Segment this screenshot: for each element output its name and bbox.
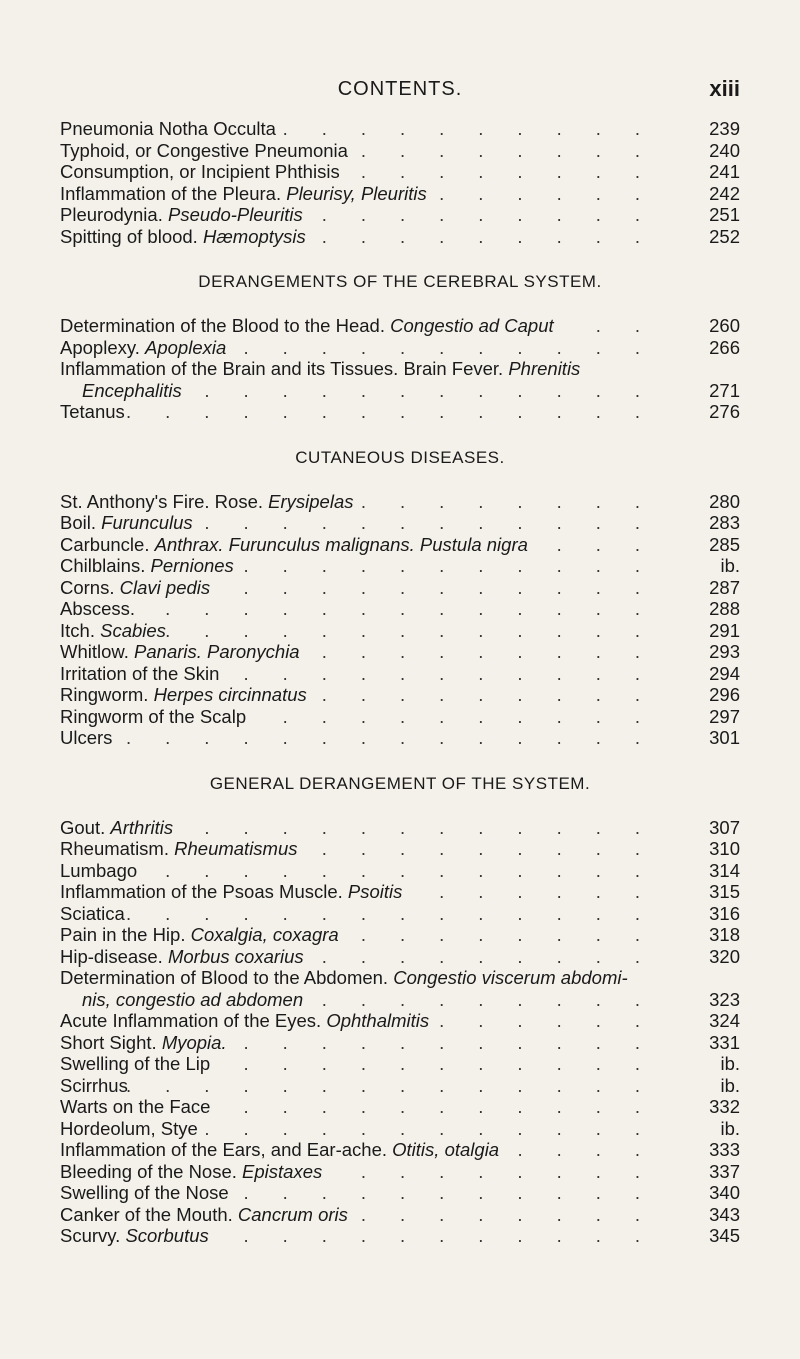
- leader-dots: ..............: [126, 727, 674, 748]
- toc-entry: [60, 140, 740, 162]
- entry-latin-name: Rheumatismus: [174, 838, 298, 859]
- entry-title: [60, 967, 628, 988]
- toc-entry: [60, 684, 740, 706]
- section-heading: GENERAL DERANGEMENT OF THE SYSTEM.: [209, 773, 591, 793]
- leader-dots: ......: [439, 1010, 674, 1031]
- entry-page-number: 242: [709, 182, 740, 204]
- entry-page-number: 241: [709, 161, 740, 182]
- entry-title: [60, 118, 276, 139]
- leader-dots: ............: [204, 816, 674, 838]
- entry-page-number: 288: [709, 598, 740, 619]
- entry-page-number: 276: [709, 401, 740, 422]
- entry-text: Inflammation of the Psoas Muscle.: [60, 881, 343, 902]
- entry-latin-name: Herpes circinnatus: [153, 684, 307, 705]
- toc-entry: [60, 491, 740, 513]
- entry-title: [60, 204, 303, 225]
- leader-dots: ...........: [243, 1053, 674, 1074]
- section-heading: CUTANEOUS DISEASES.: [295, 447, 505, 467]
- entry-text: Scurvy.: [60, 1225, 121, 1246]
- leader-dots: ..........: [282, 118, 674, 139]
- entry-title: [60, 1161, 322, 1182]
- entry-text: Pain in the Hip.: [60, 924, 186, 945]
- toc-entry: [60, 1118, 740, 1140]
- toc-entry: [60, 1182, 740, 1204]
- leader-dots: .........: [321, 204, 674, 225]
- toc-entry: [60, 1139, 740, 1161]
- entry-title: [60, 860, 137, 881]
- entry-text: Inflammation of the Brain and its Tissues. Brain Fever.: [60, 358, 504, 379]
- entry-page-number: 331: [709, 1031, 740, 1053]
- entry-text: Pleurodynia.: [60, 204, 163, 225]
- entry-text: Bleeding of the Nose.: [60, 1160, 237, 1182]
- entry-text: Itch.: [60, 619, 95, 641]
- entry-latin-name: Morbus coxarius: [167, 945, 304, 967]
- toc-entry: [60, 315, 740, 337]
- entry-title: [60, 946, 304, 967]
- toc-entry: [60, 1032, 740, 1054]
- entry-title: [60, 1118, 198, 1139]
- leader-dots: ........: [360, 490, 674, 512]
- leader-dots: .........: [321, 988, 674, 1010]
- toc-entry: [60, 1204, 740, 1226]
- entry-page-number: ib.: [720, 1117, 740, 1139]
- entry-latin-name: Phrenitis: [508, 358, 581, 379]
- entry-page-number: 271: [709, 379, 740, 401]
- entry-title: [60, 838, 298, 859]
- entry-title: [60, 183, 427, 204]
- entry-title: [60, 881, 402, 902]
- entry-latin-name: Erysipelas: [268, 490, 354, 512]
- entry-title: [60, 903, 125, 924]
- toc-section: [60, 447, 740, 749]
- leader-dots: .........: [321, 838, 674, 859]
- leader-dots: ..: [595, 315, 674, 336]
- leader-dots: ...........: [243, 1096, 674, 1117]
- entry-page-number: 297: [709, 705, 740, 727]
- entry-text: Acute Inflammation of the Eyes.: [60, 1010, 322, 1031]
- entry-page-number: 285: [709, 533, 740, 555]
- toc-entry: [60, 1075, 740, 1097]
- entry-page-number: 318: [709, 924, 740, 945]
- entry-page-number: 296: [709, 684, 740, 705]
- entry-latin-name: Myopia.: [161, 1031, 227, 1053]
- entry-title: [82, 380, 182, 401]
- leader-dots: ........: [360, 161, 674, 182]
- entry-page-number: 301: [709, 727, 740, 748]
- entry-text: Sciatica: [60, 902, 125, 924]
- entry-title: [60, 401, 125, 422]
- entry-text: Ulcers: [60, 727, 113, 748]
- entry-text: Determination of Blood to the Abdomen.: [60, 967, 389, 988]
- entry-text: Swelling of the Nose: [60, 1182, 229, 1203]
- toc-entry: [60, 838, 740, 860]
- entry-latin-name: Arthritis: [110, 816, 174, 838]
- toc-entry: [60, 924, 740, 946]
- entry-page-number: 320: [709, 945, 740, 967]
- entry-title: [60, 598, 135, 619]
- entry-title: [60, 727, 112, 748]
- leader-dots: .........: [321, 684, 674, 705]
- entry-latin-name: nis, congestio ad abdomen: [82, 988, 304, 1010]
- toc-entry: [60, 401, 740, 423]
- entry-page-number: 332: [709, 1096, 740, 1117]
- entry-text: Determination of the Blood to the Head.: [60, 315, 385, 336]
- toc-entry: [60, 555, 740, 577]
- entry-title: [60, 1096, 210, 1117]
- toc-entry: [60, 641, 740, 663]
- entry-title: [60, 337, 226, 358]
- running-head: [0, 72, 800, 106]
- entry-title: [60, 641, 300, 662]
- entry-text: Canker of the Mouth.: [60, 1203, 233, 1225]
- toc-entry: [60, 663, 740, 685]
- entry-page-number: 340: [709, 1182, 740, 1203]
- entry-page-number: 293: [709, 641, 740, 662]
- entry-text: Typhoid, or Congestive Pneumonia: [60, 139, 348, 161]
- toc-entry: [60, 183, 740, 205]
- entry-title: [60, 1053, 210, 1074]
- page-number: xiii: [709, 76, 740, 101]
- entry-page-number: 343: [709, 1203, 740, 1225]
- entry-page-number: 307: [709, 816, 740, 838]
- entry-text: Apoplexy.: [60, 336, 140, 358]
- entry-title: [60, 1204, 348, 1225]
- leader-dots: ......: [439, 182, 674, 204]
- leader-dots: ..............: [126, 401, 674, 422]
- leader-dots: .........: [321, 225, 674, 247]
- entry-page-number: 294: [709, 662, 740, 684]
- toc-entry: [60, 1225, 740, 1247]
- entry-text: Corns.: [60, 576, 115, 598]
- entry-text: Ringworm.: [60, 684, 149, 705]
- entry-title: [60, 1075, 128, 1096]
- entry-text: Lumbago: [60, 859, 138, 881]
- toc-entry: [60, 620, 740, 642]
- entry-title: [60, 358, 580, 379]
- entry-title: [60, 706, 246, 727]
- entry-page-number: 283: [709, 512, 740, 533]
- entry-title: [60, 491, 354, 512]
- leader-dots: ..............: [126, 902, 674, 924]
- toc-entry: [60, 881, 740, 903]
- entry-text: Hordeolum, Stye: [60, 1117, 198, 1139]
- leader-dots: ...........: [243, 1225, 674, 1246]
- entry-latin-name: Congestio ad Caput: [390, 315, 554, 336]
- entry-latin-name: Encephalitis: [82, 379, 182, 401]
- toc-entry: [60, 118, 740, 140]
- entry-title: [60, 1032, 227, 1053]
- entry-title: [60, 577, 210, 598]
- entry-page-number: 291: [709, 619, 740, 641]
- entry-latin-name: Congestio viscerum abdomi-: [393, 967, 628, 988]
- leader-dots: ...........: [243, 555, 674, 576]
- toc-entry: [60, 337, 740, 359]
- leader-dots: ........: [360, 1203, 674, 1225]
- entry-page-number: 260: [709, 315, 740, 336]
- toc-entry: [60, 1053, 740, 1075]
- leader-dots: ..............: [126, 1074, 674, 1096]
- running-title: CONTENTS.: [337, 78, 463, 100]
- section-heading: DERANGEMENTS OF THE CEREBRAL SYSTEM.: [198, 272, 602, 291]
- entry-text: Swelling of the Lip: [60, 1053, 211, 1074]
- entry-text: St. Anthony's Fire. Rose.: [60, 490, 264, 512]
- leader-dots: ...: [556, 533, 674, 555]
- entry-title: [60, 663, 219, 684]
- entry-title: [60, 924, 339, 945]
- leader-dots: .............: [165, 619, 674, 641]
- entry-text: Scirrhus: [60, 1074, 128, 1096]
- entry-title: [60, 620, 166, 641]
- toc-entry: [60, 1096, 740, 1118]
- leader-dots: ..........: [282, 705, 674, 727]
- entry-page-number: 337: [709, 1160, 740, 1182]
- entry-latin-name: Pleurisy, Pleuritis: [286, 182, 427, 204]
- entry-page-number: 239: [709, 118, 740, 139]
- toc-entry: [60, 706, 740, 728]
- leader-dots: ....: [517, 1139, 674, 1160]
- entry-latin-name: Hæmoptysis: [202, 225, 306, 247]
- toc-entry: [60, 860, 740, 882]
- leader-dots: ......: [439, 881, 674, 902]
- entry-text: Short Sight.: [60, 1031, 157, 1053]
- toc-entry: [60, 358, 740, 380]
- leader-dots: ............: [204, 512, 674, 533]
- leader-dots: .............: [165, 598, 674, 619]
- entry-latin-name: Scorbutus: [125, 1225, 209, 1246]
- entry-text: Abscess.: [60, 598, 136, 619]
- toc-entry: [60, 226, 740, 248]
- toc-entry: [60, 577, 740, 599]
- entry-page-number: 316: [709, 902, 740, 924]
- entry-page-number: 345: [709, 1225, 740, 1246]
- toc-entry: [60, 1161, 740, 1183]
- leader-dots: ........: [360, 139, 674, 161]
- entry-latin-name: Perniones: [150, 555, 234, 576]
- entry-text: Inflammation of the Pleura.: [60, 182, 282, 204]
- toc-entry: [60, 512, 740, 534]
- toc-entry: [60, 380, 740, 402]
- entry-latin-name: Otitis, otalgia: [392, 1139, 500, 1160]
- entry-title: [60, 315, 554, 336]
- entry-page-number: 266: [709, 336, 740, 358]
- entry-page-number: 324: [709, 1010, 740, 1031]
- entry-page-number: 240: [709, 139, 740, 161]
- entry-text: Gout.: [60, 816, 106, 838]
- entry-text: Rheumatism.: [60, 838, 169, 859]
- entry-latin-name: Pseudo-Pleuritis: [167, 204, 303, 225]
- entry-text: Ringworm of the Scalp: [60, 705, 247, 727]
- entry-title: [60, 512, 193, 533]
- leader-dots: ............: [204, 1117, 674, 1139]
- leader-dots: ...........: [243, 662, 674, 684]
- toc-entry: [60, 946, 740, 968]
- entry-page-number: 333: [709, 1139, 740, 1160]
- entry-latin-name: Cancrum oris: [237, 1203, 348, 1225]
- entry-latin-name: Ophthalmitis: [326, 1010, 430, 1031]
- entry-latin-name: Clavi pedis: [119, 576, 211, 598]
- entry-page-number: ib.: [720, 1074, 740, 1096]
- entry-title: [60, 555, 234, 576]
- entry-latin-name: Epistaxes: [242, 1160, 323, 1182]
- toc-entry: [60, 534, 740, 556]
- entry-title: [60, 226, 306, 247]
- entry-page-number: 315: [709, 881, 740, 902]
- leader-dots: ...........: [243, 1031, 674, 1053]
- leader-dots: ........: [360, 1160, 674, 1182]
- entry-page-number: 287: [709, 576, 740, 598]
- leader-dots: ........: [360, 924, 674, 945]
- entry-title: [60, 684, 307, 705]
- entry-title: [60, 1225, 209, 1246]
- toc-entry: [60, 967, 740, 989]
- leader-dots: ............: [204, 379, 674, 401]
- entry-page-number: 310: [709, 838, 740, 859]
- entry-text: Hip-disease.: [60, 945, 163, 967]
- entry-text: Consumption, or Incipient Phthisis: [60, 161, 340, 182]
- entry-page-number: ib.: [720, 1053, 740, 1074]
- toc-entry: [60, 903, 740, 925]
- leader-dots: .........: [321, 945, 674, 967]
- toc-entry: [60, 727, 740, 749]
- toc-entry: [60, 989, 740, 1011]
- entry-title: [60, 1010, 429, 1031]
- leader-dots: ...........: [243, 336, 674, 358]
- entry-text: Pneumonia Notha Occulta: [60, 118, 276, 139]
- entry-text: Carbuncle.: [60, 533, 150, 555]
- entry-title: [60, 1139, 499, 1160]
- leader-dots: ...........: [243, 576, 674, 598]
- toc-section: [60, 118, 740, 247]
- toc-entry: [60, 161, 740, 183]
- entry-text: Whitlow.: [60, 641, 129, 662]
- entry-title: [60, 1182, 229, 1203]
- entry-latin-name: Panaris. Paronychia: [134, 641, 300, 662]
- entry-latin-name: Coxalgia, coxagra: [190, 924, 339, 945]
- entry-text: Spitting of blood.: [60, 225, 198, 247]
- toc-entry: [60, 1010, 740, 1032]
- entry-title: [60, 534, 528, 555]
- entry-text: Tetanus: [60, 401, 125, 422]
- entry-text: Boil.: [60, 512, 96, 533]
- entry-latin-name: Furunculus: [101, 512, 193, 533]
- entry-latin-name: Apoplexia: [145, 336, 227, 358]
- entry-page-number: 314: [709, 859, 740, 881]
- leader-dots: ...........: [243, 1182, 674, 1203]
- entry-page-number: 280: [709, 490, 740, 512]
- entry-title: [82, 989, 303, 1010]
- entry-text: Warts on the Face: [60, 1096, 211, 1117]
- toc-entry: [60, 598, 740, 620]
- entry-latin-name: Anthrax. Furunculus malignans. Pustula nigra: [154, 533, 528, 555]
- entry-page-number: 251: [709, 204, 740, 225]
- toc-section: [60, 271, 740, 423]
- entry-page-number: ib.: [720, 555, 740, 576]
- entry-page-number: 252: [709, 225, 740, 247]
- entry-title: [60, 161, 340, 182]
- toc-entry: [60, 204, 740, 226]
- entry-text: Chilblains.: [60, 555, 146, 576]
- entry-title: [60, 140, 348, 161]
- entry-page-number: 323: [709, 988, 740, 1010]
- entry-latin-name: Scabies: [100, 619, 166, 641]
- leader-dots: .............: [165, 859, 674, 881]
- toc-entry: [60, 817, 740, 839]
- entry-title: [60, 817, 173, 838]
- entry-text: Inflammation of the Ears, and Ear-ache.: [60, 1139, 388, 1160]
- leader-dots: .........: [321, 641, 674, 662]
- table-of-contents: [60, 118, 740, 1247]
- toc-section: [60, 773, 740, 1247]
- entry-latin-name: Psoitis: [347, 881, 403, 902]
- entry-text: Irritation of the Skin: [60, 662, 220, 684]
